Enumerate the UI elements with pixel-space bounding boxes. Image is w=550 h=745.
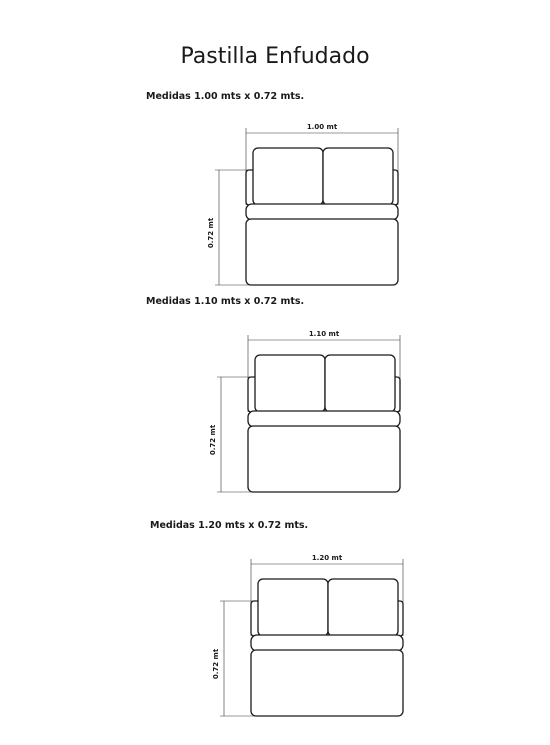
- page-title: Pastilla Enfudado: [180, 44, 370, 69]
- width-label: 1.10 mt: [308, 330, 340, 338]
- height-label: 0.72 mt: [207, 217, 215, 249]
- sofa-base: [246, 219, 398, 285]
- drawing-2-caption: Medidas 1.10 mts x 0.72 mts.: [146, 296, 305, 307]
- left-back-cushion: [258, 579, 328, 636]
- sofa-drawing-1: [200, 115, 410, 295]
- right-back-cushion: [323, 148, 393, 205]
- sofa-drawing-3: [205, 546, 415, 726]
- width-label: 1.20 mt: [311, 554, 343, 562]
- left-back-cushion: [255, 355, 325, 412]
- width-label: 1.00 mt: [306, 123, 338, 131]
- seat-cushion: [246, 204, 398, 220]
- seat-cushion: [248, 411, 400, 427]
- sofa-base: [248, 426, 400, 492]
- sofa-drawing-2: [202, 322, 412, 502]
- sofa-base: [251, 650, 403, 716]
- right-back-cushion: [328, 579, 398, 636]
- drawing-1-caption: Medidas 1.00 mts x 0.72 mts.: [146, 91, 305, 102]
- seat-cushion: [251, 635, 403, 651]
- height-label: 0.72 mt: [209, 424, 217, 456]
- right-back-cushion: [325, 355, 395, 412]
- height-label: 0.72 mt: [212, 648, 220, 680]
- left-back-cushion: [253, 148, 323, 205]
- drawing-3-caption: Medidas 1.20 mts x 0.72 mts.: [150, 520, 309, 531]
